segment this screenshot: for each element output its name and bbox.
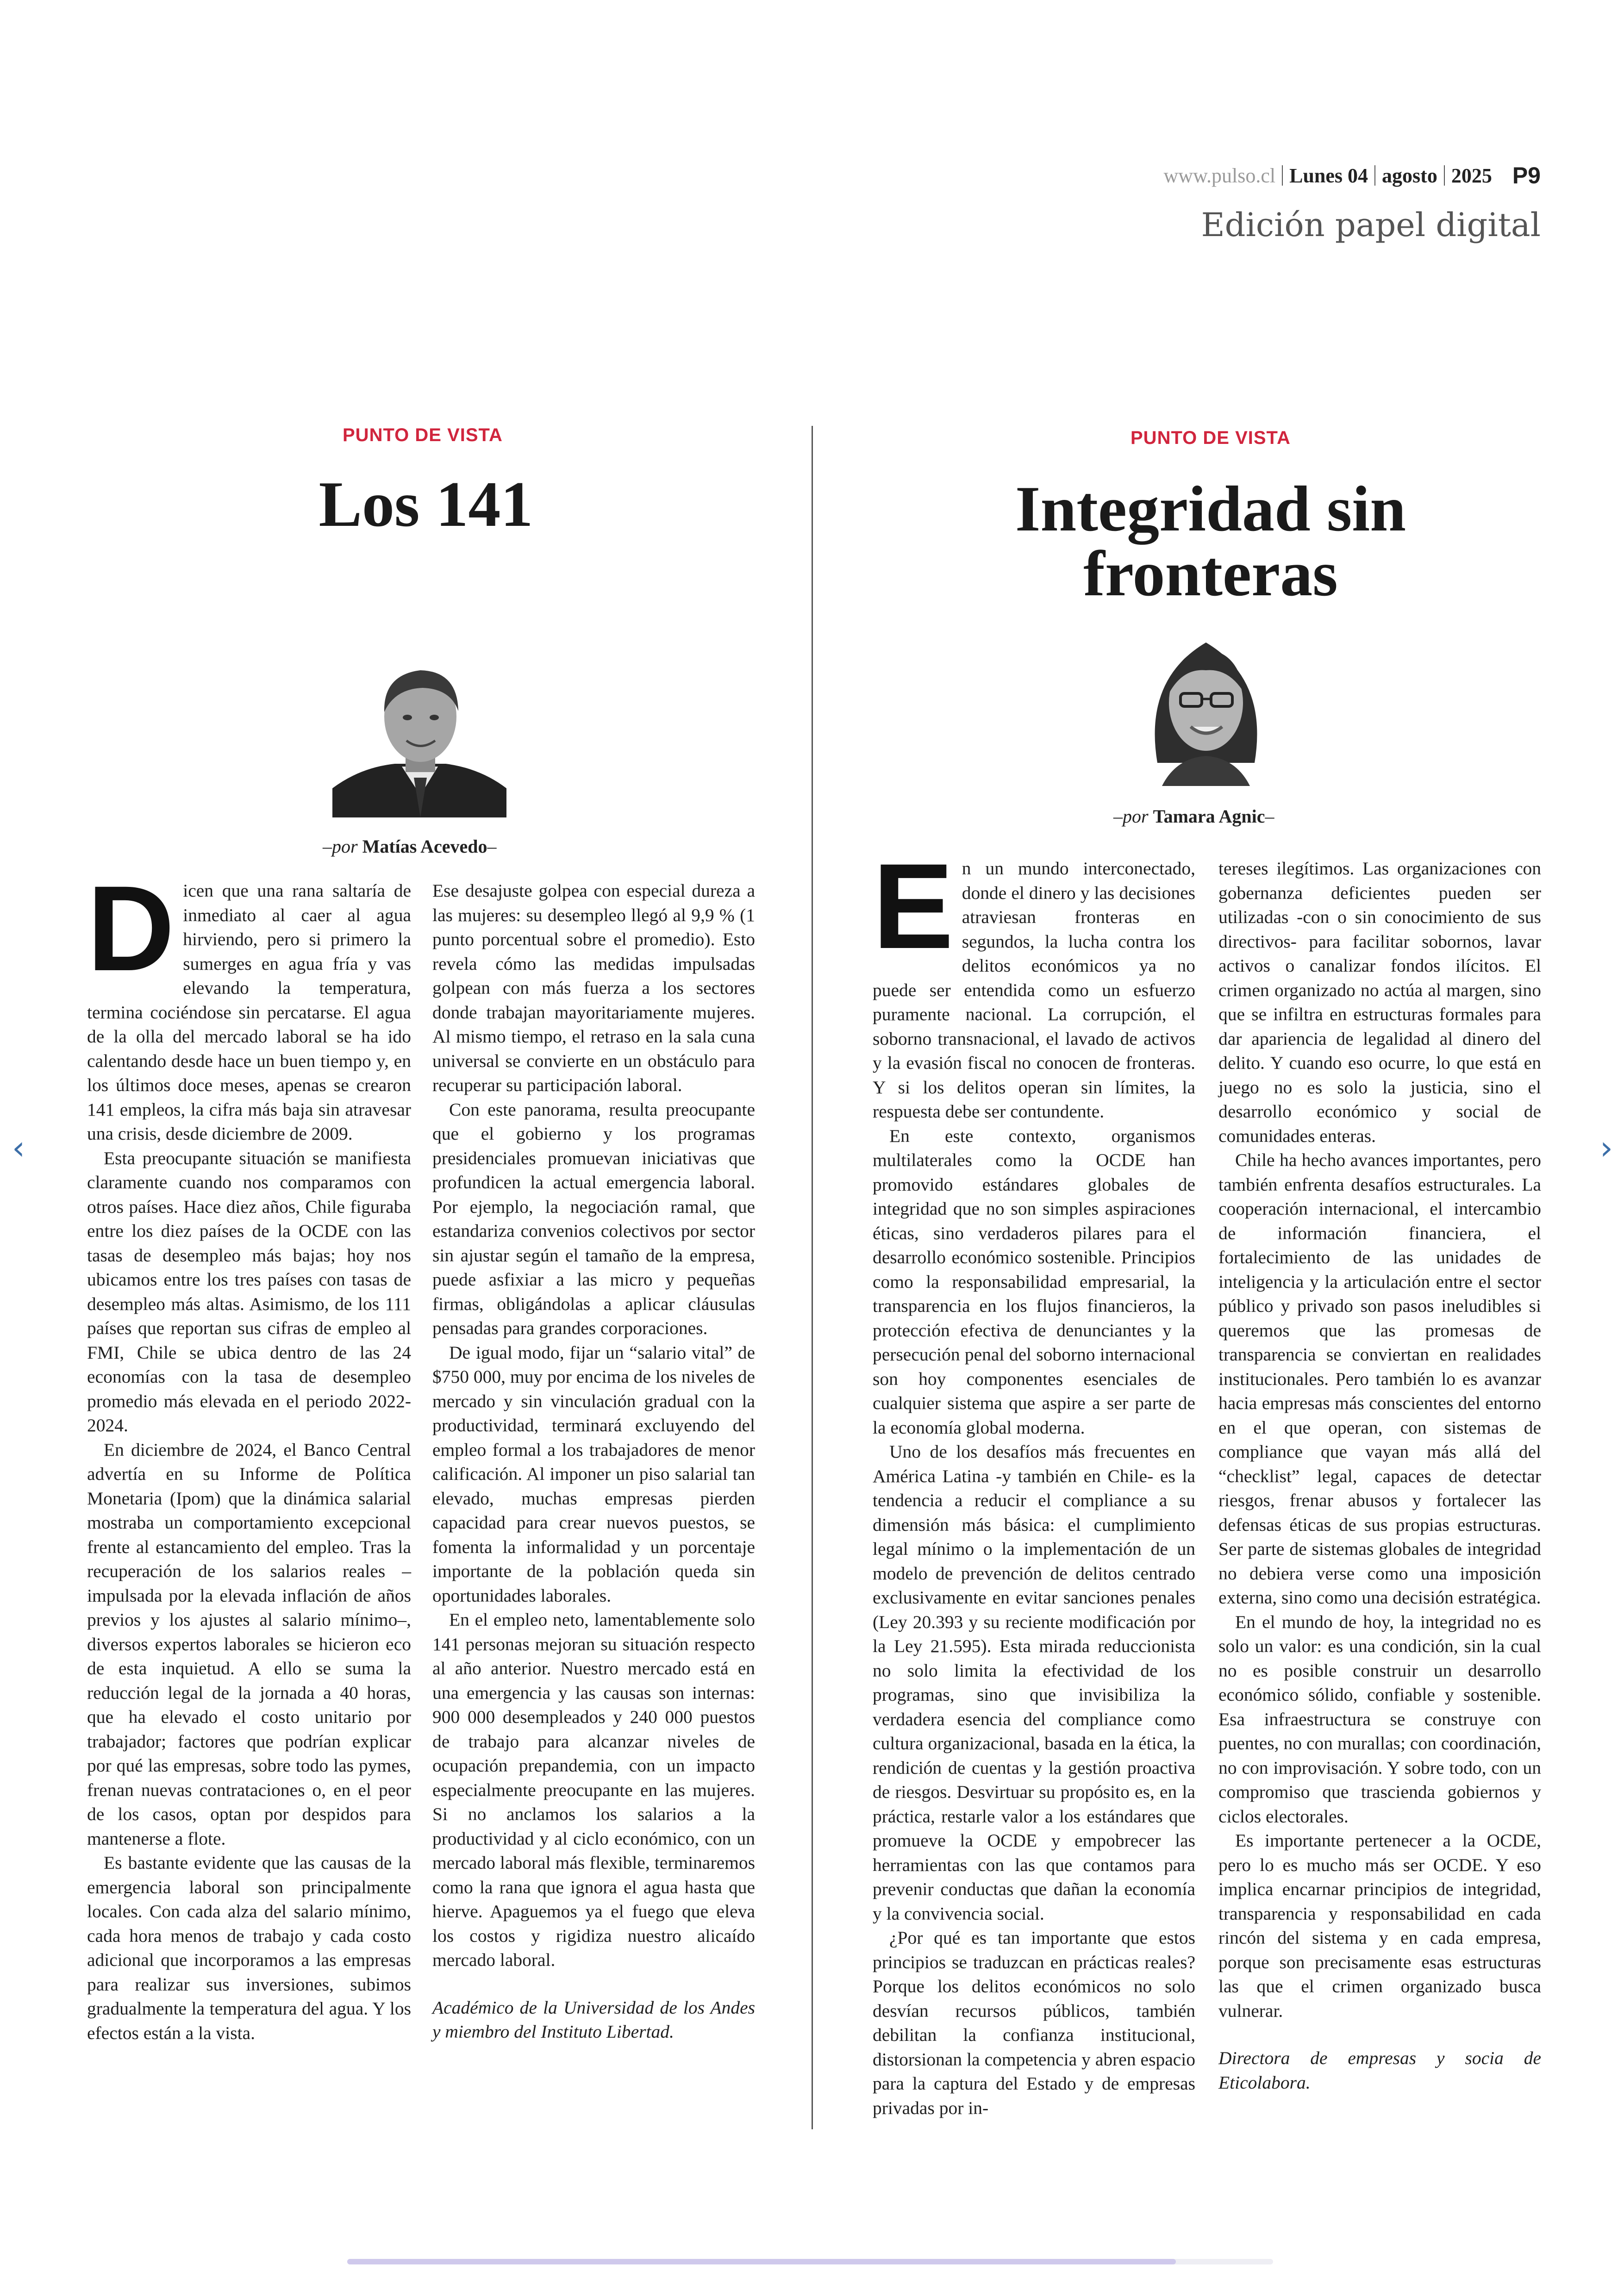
article-paragraph: En este contexto, organismos multilaterales como la OCDE han promovido estándares globales de integridad que no son simples aspiraciones éticas, sino verdaderos pilares para el desarrollo económico sostenible. Principios como la responsabilidad empresarial, la transparencia en los flujos financieros, la protección efectiva de denunciantes y la persecución penal del soborno internacional son hoy componentes esenciales de cualquier sistema que aspire a ser parte de la economía global moderna. [873, 1125, 1195, 1438]
drop-cap: E [873, 838, 954, 974]
byline-prefix: –por [1113, 806, 1149, 827]
issue-day: Lunes 04 [1289, 164, 1368, 187]
article-paragraph: En el mundo de hoy, la integridad no es solo un valor: es una condición, sin la cual no es posible construir un desarrollo económico sólido, confiable y sostenible. Esa infraestructura se construye con puentes, no con murallas; con coordinación, no con improvisación. Y sobre todo, con un compromiso que trascienda gobiernos y ciclos electorales. [1218, 1611, 1541, 1827]
byline-suffix: – [1265, 806, 1274, 827]
right-article-column-1 [873, 838, 1195, 2120]
left-article-column-2 [432, 879, 755, 2044]
page-number: P9 [1512, 162, 1541, 188]
right-headline [917, 473, 1505, 610]
article-paragraph: Con este panorama, resulta preocupante que el gobierno y los programas presidenciales promuevan iniciativas que profundicen la actual emergencia laboral. Por ejemplo, la negociación ramal, que estandariza convenios colectivos por sector sin ajustar según el tamaño de la empresa, puede asfixiar a las micro y pequeñas firmas, obligándolas a aplicar cláusulas pensadas para grandes corporaciones. [432, 1099, 755, 1338]
author-portrait-matias-acevedo [332, 656, 506, 817]
site-url[interactable]: www.pulso.cl [1163, 164, 1276, 187]
left-headline: Los 141 [319, 468, 533, 540]
article-paragraph: En el empleo neto, lamentablemente solo 141 personas mejoran su situación respecto al año anterior. Nuestro mercado está en una emergencia y las causas son internas: 900 000 desempleados y 240 000 puestos de trabajo para alcanzar niveles de ocupación prepandemia, con un impacto especialmente preocupante en las mujeres. Si no anclamos los salarios a la productividad y al ciclo económico, con un mercado laboral más flexible, terminaremos como la rana que ignora el agua hasta que hierve. Apaguemos ya el fuego que eleva los costos y rigidiza nuestro alicaído mercado laboral. [432, 1609, 755, 1970]
article-paragraph: En diciembre de 2024, el Banco Central advertía en su Informe de Política Monetaria (Ipom) que la dinámica salarial mostraba un comportamiento excepcional frente al estancamiento del empleo. Tras la recuperación de los salarios reales –impulsada por la elevada inflación de años previos y los ajustes al salario mínimo–, diversos expertos laborales se hicieron eco de esta inquietud. A ello se suma la reducción legal de la jornada a 40 horas, que ha elevado el costo unitario por trabajador; factores que podrían explicar por qué las empresas, sobre todo las pymes, frenan nuevas contrataciones o, en el peor de los casos, optan por despidos para mantenerse a flote. [87, 1439, 411, 1849]
masthead [1164, 162, 1541, 189]
article-paragraph: Esta preocupante situación se manifiesta claramente cuando nos comparamos con otros países. Hace diez años, Chile figuraba entre los diez países de la OCDE con las tasas de desempleo más bajas; hoy nos ubicamos entre los tres países con tasas de desempleo más altas. Asimismo, de los 111 países que reportan sus cifras de empleo al FMI, Chile se ubica dentro de las 24 economías con la tasa de desempleo promedio más elevada en el periodo 2022-2024. [87, 1148, 411, 1435]
headline-line: fronteras [1083, 538, 1338, 610]
issue-month: agosto [1382, 164, 1437, 187]
author-signature: Académico de la Universidad de los Andes y miembro del Instituto Libertad. [432, 1997, 755, 2042]
article-paragraph: Ese desajuste golpea con especial dureza a las mujeres: su desempleo llegó al 9,9 % (1 punto porcentual sobre el promedio). Esto revela cómo las medidas impulsadas golpean con más fuerza a los sectores donde trabajan mayoritariamente mujeres. Al mismo tiempo, el retraso en la sala cuna universal se convierte en un obstáculo para recuperar su participación laboral. [432, 880, 755, 1095]
author-signature: Directora de empresas y socia de Eticolabora. [1218, 2048, 1541, 2093]
author-portrait-tamara-agnic [1130, 624, 1282, 786]
author-name: Tamara Agnic [1153, 806, 1265, 827]
chevron-right-icon: › [1600, 1129, 1613, 1167]
author-name: Matías Acevedo [362, 836, 487, 857]
article-paragraph: Uno de los desafíos más frecuentes en América Latina -y también en Chile- es la tendencia a reducir el compliance a su dimensión más básica: el cumplimiento legal mínimo o la implementación de un modelo de prevención de delitos centrado exclusivamente en evitar sanciones penales (Ley 20.393 y su reciente modificación por la Ley 21.595). Esta mirada reduccionista no solo limita la efectividad de los programas, sino que invisibiliza la verdadera esencia del compliance como cultura organizacional, basada en la ética, la rendición de cuentas y la gestión proactiva de riesgos. Desvirtuar su propósito es, en la práctica, restarle valor a los estándares que promueve la OCDE y empobrecer las herramientas con las que contamos para prevenir conductas que dañan la economía y la convivencia social. [873, 1441, 1195, 1924]
article-paragraph: ¿Por qué es tan importante que estos principios se traduzcan en prácticas reales? Porque los delitos económicos no solo desvían recursos públicos, también debilitan la confianza institucional, distorsionan la competencia y abren espacio para la captura del Estado y de empresas privadas por in- [873, 1927, 1195, 2118]
byline-suffix: – [487, 836, 497, 857]
previous-page-button[interactable] [5, 1129, 32, 1166]
column-divider [812, 426, 813, 2129]
headline-line: Integridad sin [1015, 473, 1406, 545]
left-article-column-1 [87, 861, 411, 2045]
horizontal-scrollbar-thumb[interactable] [347, 2259, 1176, 2264]
article-paragraph: Chile ha hecho avances importantes, pero también enfrenta desafíos estructurales. La cooperación internacional, el intercambio de información financiera, el fortalecimiento de las unidades de inteligencia y la articulación entre el sector público y privado son pasos ineludibles si queremos que las promesas de transparencia se conviertan en realidades institucionales. Pero también lo es avanzar hacia empresas más conscientes del entorno en el que operan, con sistemas de compliance que vayan más allá del “checklist” legal, capaces de detectar riesgos, frenar abusos y fortalecer las defensas éticas de sus propias estructuras. Ser parte de sistemas globales de integridad no debiera verse como una imposición externa, sino como una decisión estratégica. [1218, 1150, 1541, 1608]
right-byline [1113, 805, 1274, 827]
left-byline [323, 836, 497, 857]
article-paragraph: En un mundo interconectado, donde el dinero y las decisiones atraviesan fronteras en segundos, la lucha contra los delitos económicos ya no puede ser entendida como un esfuerzo puramente nacional. La corrupción, el soborno transnacional, el lavado de activos y la evasión fiscal no conocen de fronteras. Y si los delitos operan sin límites, la respuesta debe ser contundente. [873, 838, 1195, 1122]
byline-prefix: –por [323, 836, 358, 857]
drop-cap: D [87, 861, 175, 996]
chevron-left-icon: ‹ [12, 1129, 25, 1167]
article-paragraph: tereses ilegítimos. Las organizaciones con gobernanza deficientes pueden ser utilizadas -con o sin conocimiento de sus directivos- para facilitar sobornos, lavar activos o canalizar fondos ilícitos. El crimen organizado no actúa al margen, sino que se infiltra en estructuras formales para dar apariencia de legalidad al dinero del delito. Y cuando eso ocurre, lo que está en juego no es solo la justicia, sino el desarrollo económico y social de comunidades enteras. [1218, 858, 1541, 1146]
masthead-divider [1444, 165, 1445, 186]
article-paragraph: Es bastante evidente que las causas de la emergencia laboral son principalmente locales. Con cada alza del salario mínimo, cada hora menos de trabajo y cada costo adicional que incorporamos a las empresas para realizar sus inversiones, subimos gradualmente la temperatura del agua. Y los efectos están a la vista. [87, 1852, 411, 2043]
right-article-column-2 [1218, 856, 1541, 2095]
left-section-label: PUNTO DE VISTA [343, 425, 503, 445]
masthead-divider [1374, 165, 1375, 186]
edition-label: Edición papel digital [1201, 206, 1541, 244]
right-section-label: PUNTO DE VISTA [1131, 428, 1291, 448]
issue-year: 2025 [1451, 164, 1492, 187]
next-page-button[interactable] [1593, 1129, 1620, 1166]
article-paragraph: Dicen que una rana saltaría de inmediato al caer al agua hirviendo, pero si primero la sumerges en agua fría y vas elevando la temperatura, termina cociéndose sin percatarse. El agua de la olla del mercado laboral se ha ido calentando desde hace un buen tiempo y, en los últimos doce meses, apenas se crearon 141 empleos, la cifra más baja sin atravesar una crisis, desde diciembre de 2009. [87, 861, 411, 1144]
article-paragraph: Es importante pertenecer a la OCDE, pero lo es mucho más ser OCDE. Y eso implica encarnar principios de integridad, transparencia y responsabilidad en cada rincón del sistema y en cada empresa, porque son precisamente esas estructuras las que el crimen organizado busca vulnerar. [1218, 1830, 1541, 2021]
masthead-divider [1282, 165, 1283, 186]
article-paragraph: De igual modo, fijar un “salario vital” de $750 000, muy por encima de los niveles de mercado y sin vinculación gradual con la productividad, terminará excluyendo del empleo formal a los trabajadores de menor calificación. Al imponer un piso salarial tan elevado, muchas empresas pierden capacidad para crear nuevos puestos, se fomenta la informalidad y un porcentaje importante de la población queda sin oportunidades laborales. [432, 1342, 755, 1606]
